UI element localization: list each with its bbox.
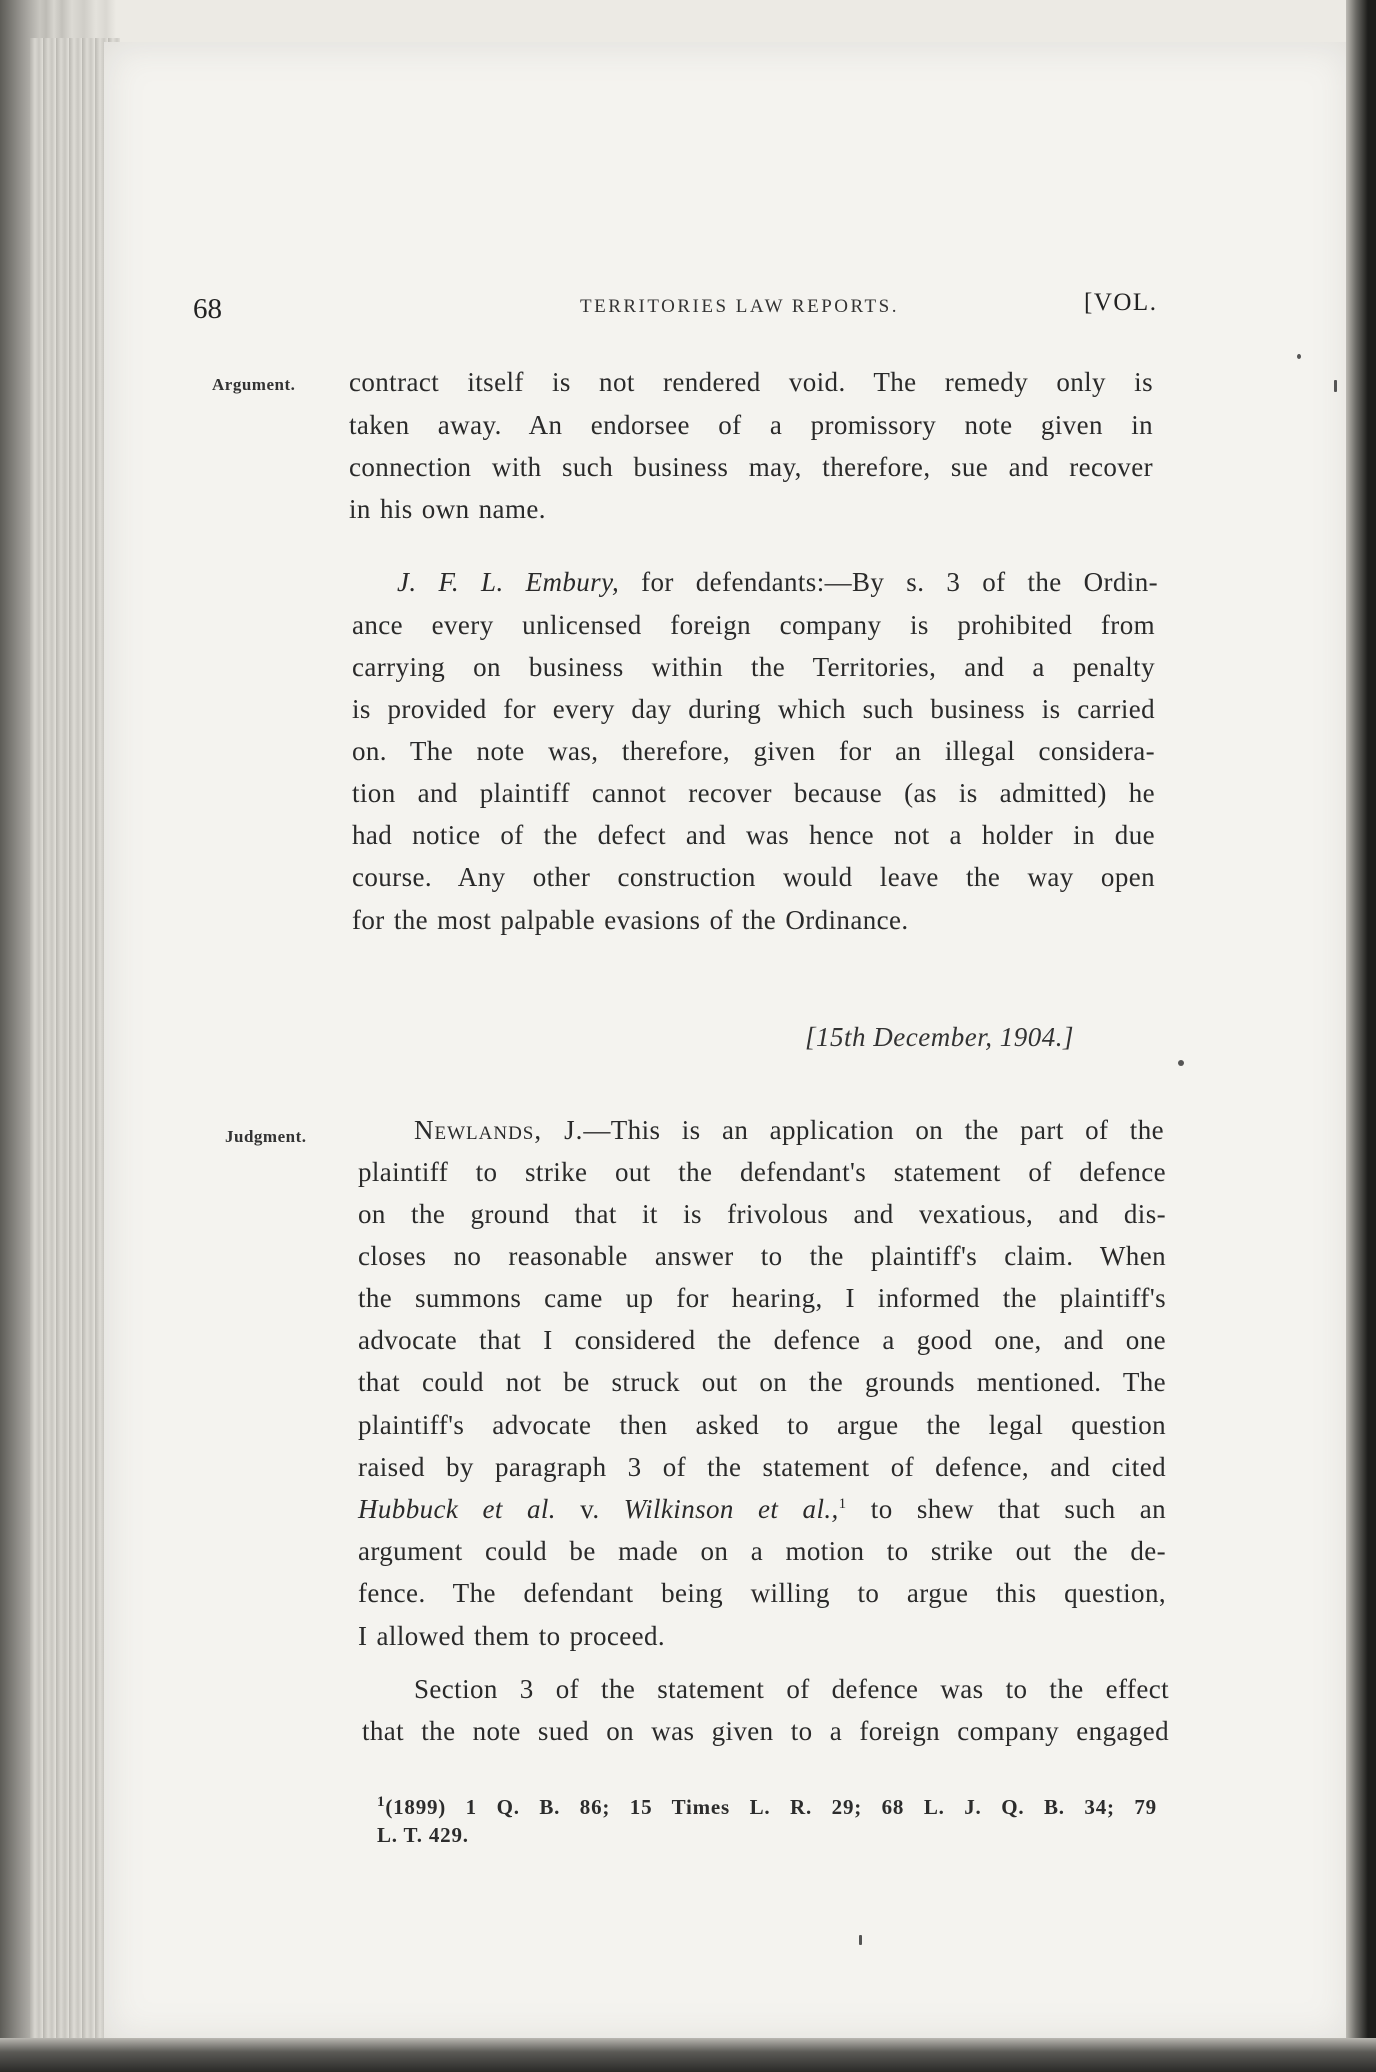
section-line: Section 3 of the statement of defence was to the effect: [414, 1674, 1169, 1704]
case-versus: v.: [580, 1494, 600, 1524]
argument-line: connection with such business may, therefore, sue and recover: [349, 452, 1153, 482]
embury-first-line-text: for defendants:—By s. 3 of the Ordin-: [641, 567, 1159, 597]
counsel-name: J. F. L. Embury,: [397, 567, 620, 597]
footnote-text: (1899) 1 Q. B. 86; 15 Times L. R. 29; 68 L. J. Q. B. 34; 79: [385, 1795, 1157, 1819]
scan-bottom-edge: [0, 2038, 1376, 2072]
case-name-2: Wilkinson et al.,: [623, 1494, 839, 1524]
case-line-text: to shew that such an: [870, 1494, 1167, 1524]
embury-line: course. Any other construction would leave the way open: [352, 862, 1155, 892]
page-number: 68: [193, 293, 222, 325]
scan-speck: [859, 1935, 862, 1945]
judgment-line: plaintiff's advocate then asked to argue the legal question: [358, 1410, 1166, 1440]
argument-line: contract itself is not rendered void. The remedy only is: [349, 367, 1153, 397]
embury-line: is provided for every day during which such business is carried: [352, 694, 1155, 724]
judgment-line: raised by paragraph 3 of the statement of defence, and cited: [358, 1452, 1166, 1482]
scan-speck: [1178, 1060, 1184, 1066]
argument-line: in his own name.: [349, 494, 546, 524]
judgment-line: plaintiff to strike out the defendant's statement of defence: [358, 1157, 1166, 1187]
section-line: that the note sued on was given to a foreign company engaged: [362, 1716, 1169, 1746]
scan-speck: [1334, 380, 1337, 392]
judgment-line: argument could be made on a motion to strike out the de-: [358, 1536, 1166, 1566]
judgment-line: fence. The defendant being willing to argue this question,: [358, 1578, 1166, 1608]
judgment-line: that could not be struck out on the grounds mentioned. The: [358, 1367, 1166, 1397]
footnote-number: 1: [377, 1794, 386, 1810]
embury-first-line: [397, 567, 1158, 598]
footnote-marker: 1: [838, 1496, 847, 1512]
judgment-first-line: [414, 1115, 1164, 1146]
embury-line: tion and plaintiff cannot recover because (as is admitted) he: [352, 778, 1155, 808]
embury-line: for the most palpable evasions of the Ordinance.: [352, 905, 909, 935]
volume-label: [VOL.: [1084, 289, 1158, 316]
footnote-line: [377, 1795, 1157, 1820]
embury-line: carrying on business within the Territories, and a penalty: [352, 652, 1155, 682]
running-head: TERRITORIES LAW REPORTS.: [580, 296, 899, 317]
judgment-case-line: [358, 1494, 1166, 1525]
judgment-date: [15th December, 1904.]: [805, 1022, 1074, 1052]
case-name-1: Hubbuck et al.: [358, 1494, 556, 1524]
judgment-line: the summons came up for hearing, I informed the plaintiff's: [358, 1283, 1166, 1313]
scan-speck: [1297, 354, 1301, 359]
judgment-line: I allowed them to proceed.: [358, 1621, 666, 1651]
embury-line: ance every unlicensed foreign company is prohibited from: [352, 610, 1155, 640]
scan-right-edge: [1346, 0, 1376, 2072]
argument-line: taken away. An endorsee of a promissory note given in: [349, 410, 1153, 440]
judgment-first-line-text: —This is an application on the part of the: [583, 1115, 1164, 1145]
embury-line: had notice of the defect and was hence not a holder in due: [352, 820, 1155, 850]
footnote-line: L. T. 429.: [377, 1823, 469, 1847]
margin-note-judgment: Judgment.: [225, 1127, 307, 1146]
judgment-line: closes no reasonable answer to the plaintiff's claim. When: [358, 1241, 1166, 1271]
judgment-line: on the ground that it is frivolous and vexatious, and dis-: [358, 1199, 1166, 1229]
margin-note-argument: Argument.: [212, 375, 296, 394]
judgment-line: advocate that I considered the defence a good one, and one: [358, 1325, 1166, 1355]
embury-line: on. The note was, therefore, given for an illegal considera-: [352, 736, 1155, 766]
judge-name: Newlands, J.: [414, 1115, 584, 1145]
